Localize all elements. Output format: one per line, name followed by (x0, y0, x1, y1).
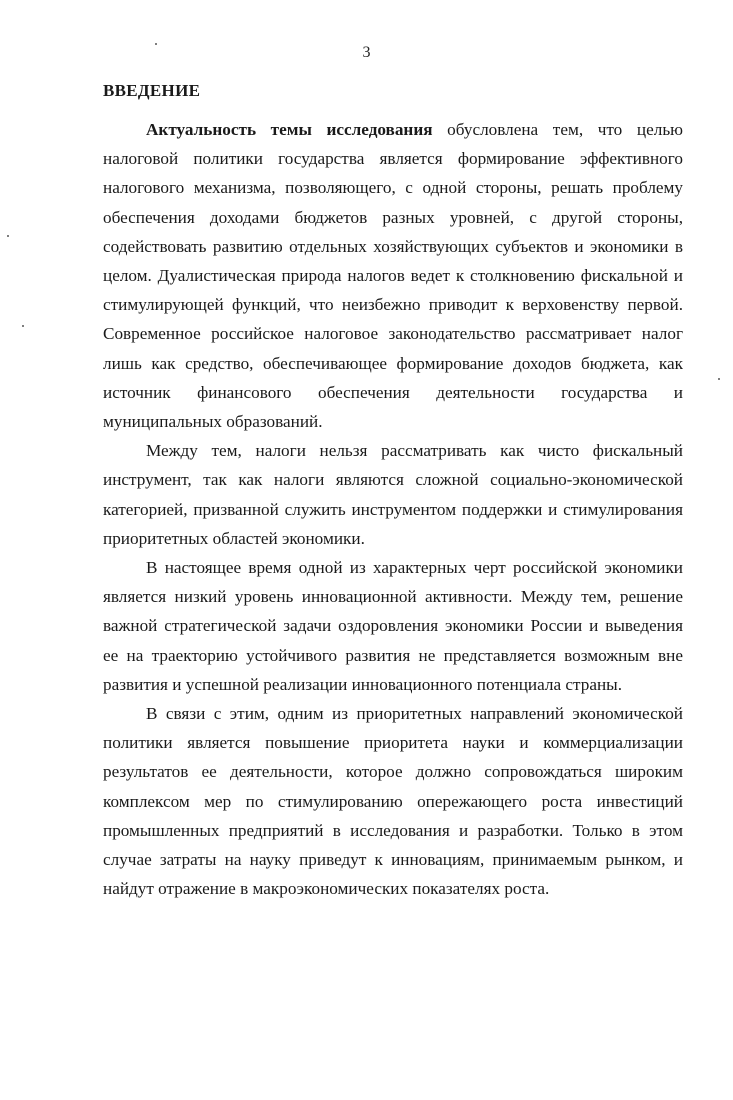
scan-speck (22, 325, 24, 327)
scan-speck (7, 235, 9, 237)
paragraph-taxes-instrument: Между тем, налоги нельзя рассматривать как чисто фискальный инструмент, так как налоги являются сложной социально-экономической категорией, призванной служить инструментом поддержки и стимулирования приоритетных областей экономики. (103, 441, 683, 548)
section-heading: ВВЕДЕНИЕ (103, 81, 201, 100)
relevance-lead: Актуальность темы исследования (146, 120, 433, 139)
relevance-text: обусловлена тем, что целью налоговой политики государства является формирование эффективного налогового механизма, позволяющего, с одной стороны, решать проблему обеспечения доходами бюджетов разных уровней, с другой стороны, содействовать развитию отдельных хозяйствующих субъектов и экономики в целом. Дуалистическая природа налогов ведет к столкновению фискальной и стимулирующей функций, что неизбежно приводит к верховенству первой. Современное российское налоговое законодательство рассматривает налог лишь как средство, обеспечивающее формирование доходов бюджета, как источник финансового обеспечения деятельности государства и муниципальных образований. (103, 120, 683, 432)
scan-speck (155, 43, 157, 45)
body-text (103, 115, 683, 903)
page-number: 3 (362, 44, 371, 61)
paragraph-economic-policy: В связи с этим, одним из приоритетных направлений экономической политики является повышение приоритета науки и коммерциализации результатов ее деятельности, которое должно сопровождаться широким комплексом мер по стимулированию опережающего роста инвестиций промышленных предприятий в исследования и разработки. Только в этом случае затраты на науку приведут к инновациям, принимаемым рынком, и найдут отражение в макроэкономических показателях роста. (103, 704, 683, 899)
paragraph-relevance (103, 115, 683, 436)
scan-speck (718, 378, 720, 380)
paragraph-innovation-activity: В настоящее время одной из характерных черт российской экономики является низкий уровень инновационной активности. Между тем, решение важной стратегической задачи оздоровления экономики России и выведения ее на траекторию устойчивого развития не представляется возможным вне развития и успешной реализации инновационного потенциала страны. (103, 558, 683, 694)
